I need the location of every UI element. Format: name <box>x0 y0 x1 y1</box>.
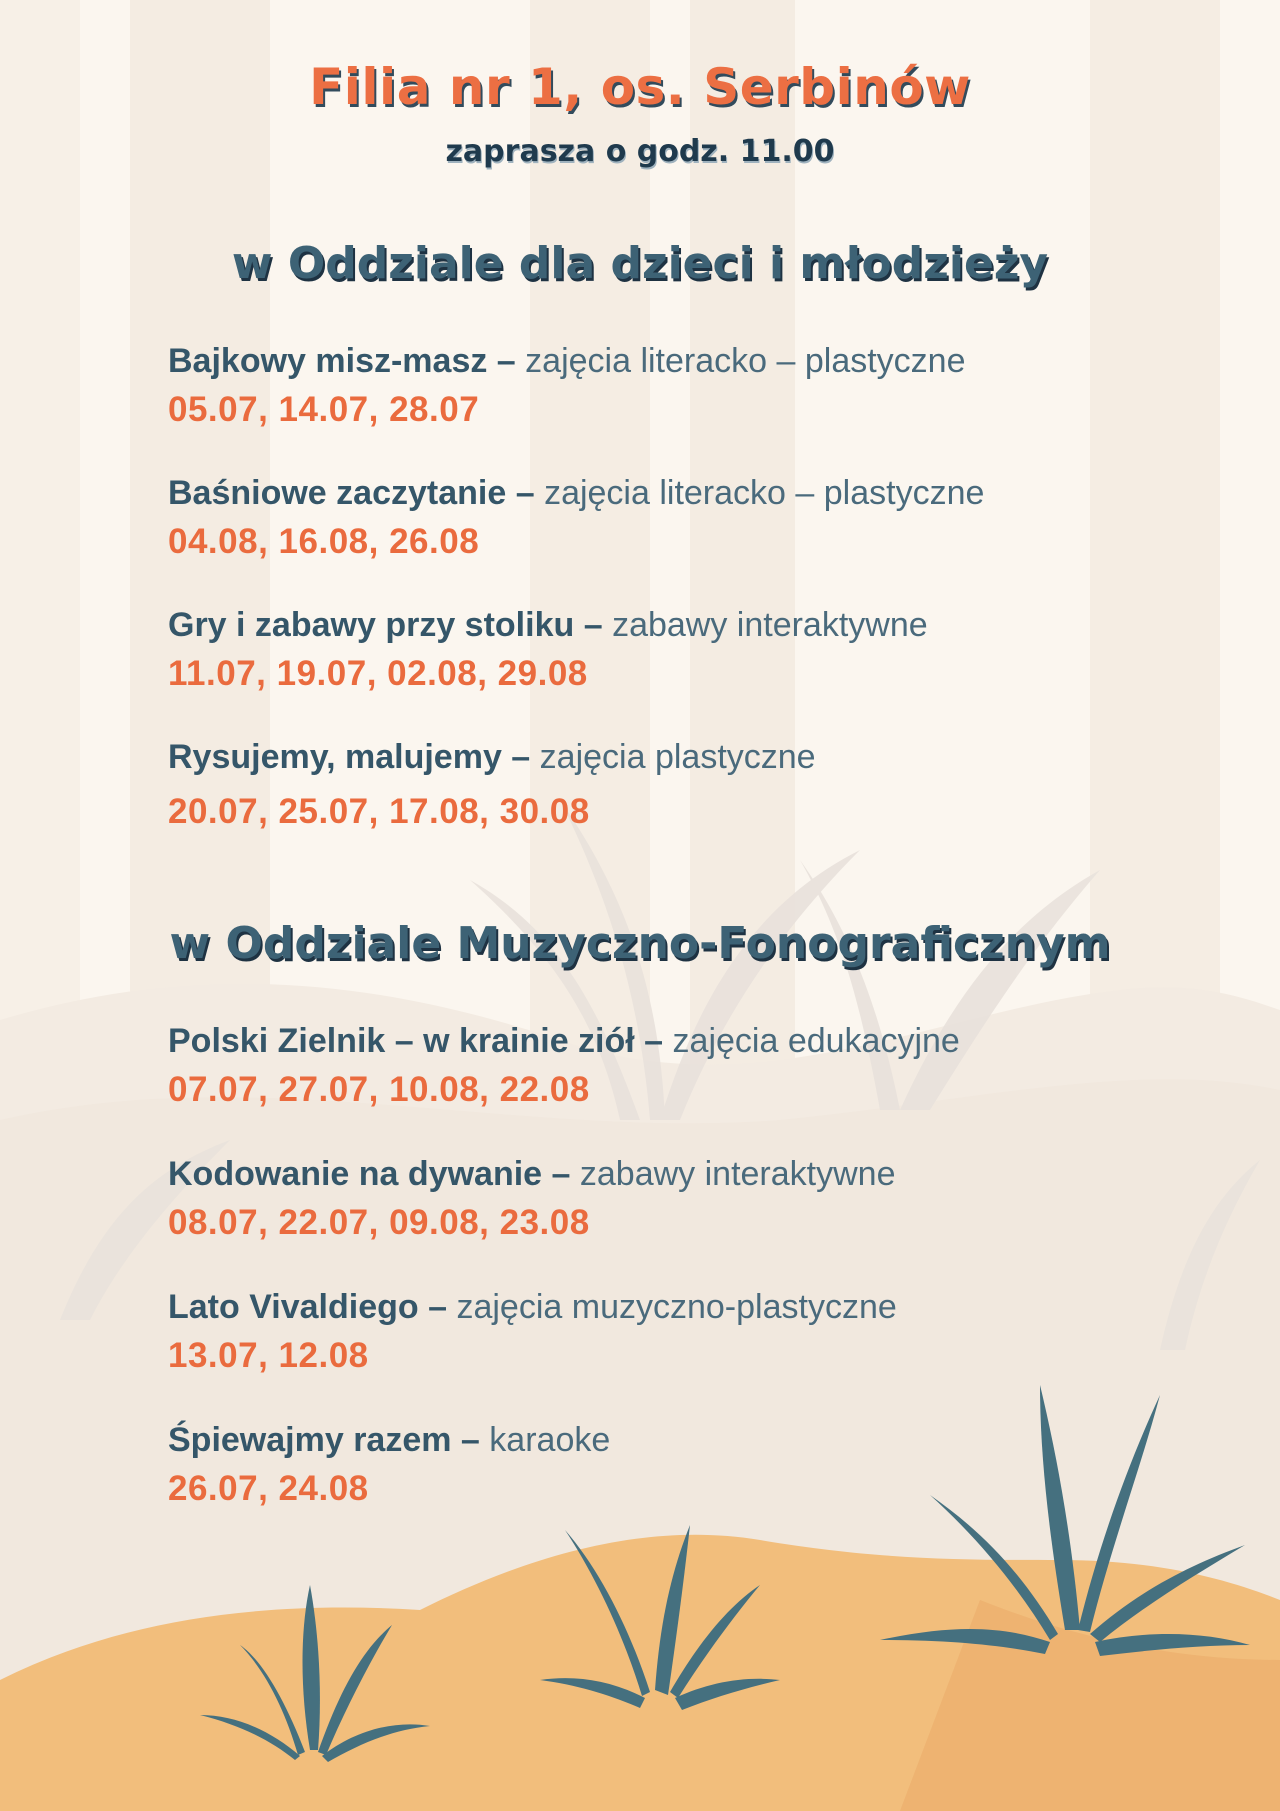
activity-description: zajęcia plastyczne <box>539 738 816 776</box>
activity-dates: 04.08, 16.08, 26.08 <box>168 522 480 561</box>
section-heading-children: w Oddziale dla dzieci i młodzieży <box>231 238 1049 289</box>
activity-separator: – <box>506 474 545 512</box>
activity-dates: 08.07, 22.07, 09.08, 23.08 <box>168 1203 590 1242</box>
activity-description: zajęcia muzyczno-plastyczne <box>456 1288 897 1326</box>
activity-description: karaoke <box>489 1421 611 1459</box>
activity-separator: – <box>501 738 540 776</box>
activity-item <box>168 472 1248 564</box>
activity-separator: – <box>634 1022 673 1060</box>
activity-item <box>168 1286 1248 1378</box>
activity-dates: 20.07, 25.07, 17.08, 30.08 <box>168 792 590 831</box>
activity-item <box>168 1419 1248 1511</box>
activity-description: zajęcia literacko – plastyczne <box>525 342 966 380</box>
activity-name: Lato Vivaldiego <box>168 1288 419 1326</box>
activity-item <box>168 604 1248 696</box>
activity-item <box>168 340 1248 432</box>
activity-separator: – <box>451 1421 490 1459</box>
activity-separator: – <box>574 606 613 644</box>
activity-dates: 07.07, 27.07, 10.08, 22.08 <box>168 1070 590 1109</box>
activity-line <box>168 1153 1248 1195</box>
activity-name: Rysujemy, malujemy <box>168 738 502 776</box>
activity-separator: – <box>487 342 526 380</box>
page-title: Filia nr 1, os. Serbinów <box>309 58 971 116</box>
activity-name: Gry i zabawy przy stoliku <box>168 606 575 644</box>
activity-name: Kodowanie na dywanie <box>168 1155 543 1193</box>
activity-line <box>168 340 1248 382</box>
activity-description: zabawy interaktywne <box>612 606 928 644</box>
activity-item <box>168 736 1248 834</box>
activity-line <box>168 1020 1248 1062</box>
activity-line <box>168 736 1248 778</box>
activity-description: zajęcia edukacyjne <box>672 1022 960 1060</box>
page-subtitle: zaprasza o godz. 11.00 <box>445 134 835 169</box>
activity-name: Polski Zielnik – w krainie ziół <box>168 1022 635 1060</box>
activity-line <box>168 1286 1248 1328</box>
activity-dates: 11.07, 19.07, 02.08, 29.08 <box>168 654 588 693</box>
activity-dates: 13.07, 12.08 <box>168 1336 369 1375</box>
activity-item <box>168 1020 1248 1112</box>
activity-description: zabawy interaktywne <box>579 1155 896 1193</box>
activity-dates: 05.07, 14.07, 28.07 <box>168 390 480 429</box>
activity-dates: 26.07, 24.08 <box>168 1469 369 1508</box>
activity-item <box>168 1153 1248 1245</box>
activity-separator: – <box>418 1288 457 1326</box>
section-heading-music: w Oddziale Muzyczno-Fonograficznym <box>169 918 1111 969</box>
activity-description: zajęcia literacko – plastyczne <box>544 474 985 512</box>
activity-name: Śpiewajmy razem <box>168 1421 452 1459</box>
activity-separator: – <box>542 1155 580 1193</box>
activity-name: Bajkowy misz-masz <box>168 342 488 380</box>
activity-line <box>168 604 1248 646</box>
activity-line <box>168 1419 1248 1461</box>
activity-line <box>168 472 1248 514</box>
activity-name: Baśniowe zaczytanie <box>168 474 507 512</box>
